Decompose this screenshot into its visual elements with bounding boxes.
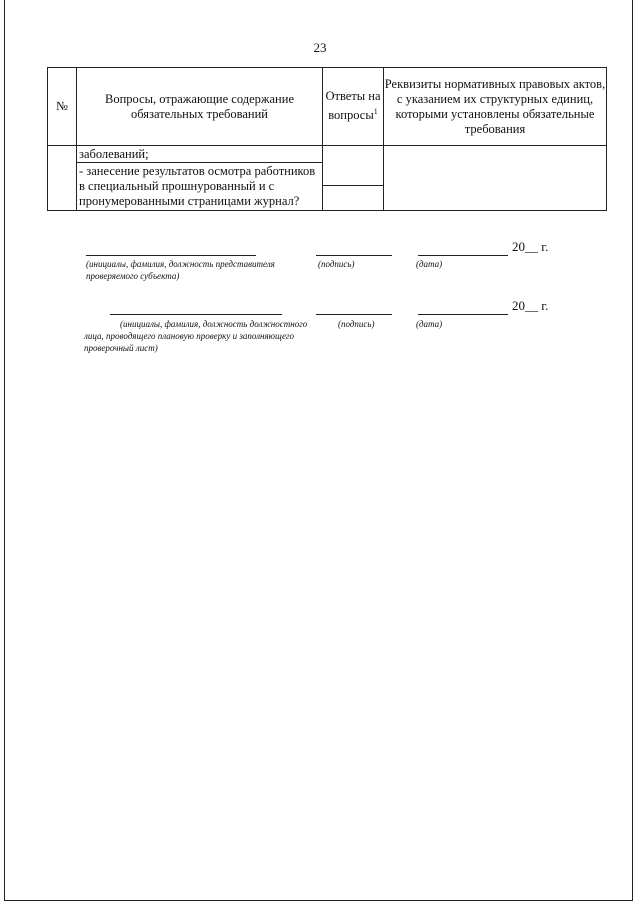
signature-caption-1: (подпись) bbox=[318, 259, 355, 269]
question-line-1: заболеваний; bbox=[77, 146, 322, 163]
answer-subcell bbox=[323, 170, 383, 186]
question-line-2: - занесение результатов осмотра работников в специальный прошнурованный и с пронумерованными страницами журнал? bbox=[79, 164, 316, 208]
header-answers-text: Ответы на вопросы bbox=[325, 89, 381, 123]
question-cell bbox=[77, 146, 323, 211]
year-label-2: 20__ г. bbox=[512, 298, 549, 313]
table-header-row bbox=[48, 68, 607, 146]
footnote-marker: 1 bbox=[373, 107, 378, 117]
signature-line-2 bbox=[316, 314, 392, 315]
row-num-cell bbox=[48, 146, 77, 211]
requisites-cell bbox=[384, 146, 607, 211]
date-caption-2: (дата) bbox=[416, 319, 443, 329]
table-row bbox=[48, 146, 607, 211]
name-caption-1: (инициалы, фамилия, должность представителя проверяемого субъекта) bbox=[86, 259, 275, 281]
checklist-table bbox=[47, 67, 607, 211]
signature-line-1 bbox=[316, 255, 392, 256]
signature-caption-2: (подпись) bbox=[338, 319, 375, 329]
date-caption-1: (дата) bbox=[416, 259, 443, 269]
page-number: 23 bbox=[313, 40, 327, 55]
year-label-1: 20__ г. bbox=[512, 239, 549, 254]
name-line-1 bbox=[86, 255, 256, 256]
name-line-2 bbox=[110, 314, 282, 315]
header-answers bbox=[323, 68, 384, 146]
header-requisites: Реквизиты нормативных правовых актов, с указанием их структурных единиц, которыми установлены обязательные требования bbox=[384, 68, 607, 146]
answer-cell bbox=[323, 146, 384, 211]
date-line-1 bbox=[418, 255, 508, 256]
name-caption-2: (инициалы, фамилия, должность должностного лица, проводящего плановую проверку и заполняющего проверочный лист) bbox=[84, 319, 308, 353]
date-line-2 bbox=[418, 314, 508, 315]
header-questions: Вопросы, отражающие содержание обязательных требований bbox=[77, 68, 323, 146]
header-num: № bbox=[48, 68, 77, 146]
